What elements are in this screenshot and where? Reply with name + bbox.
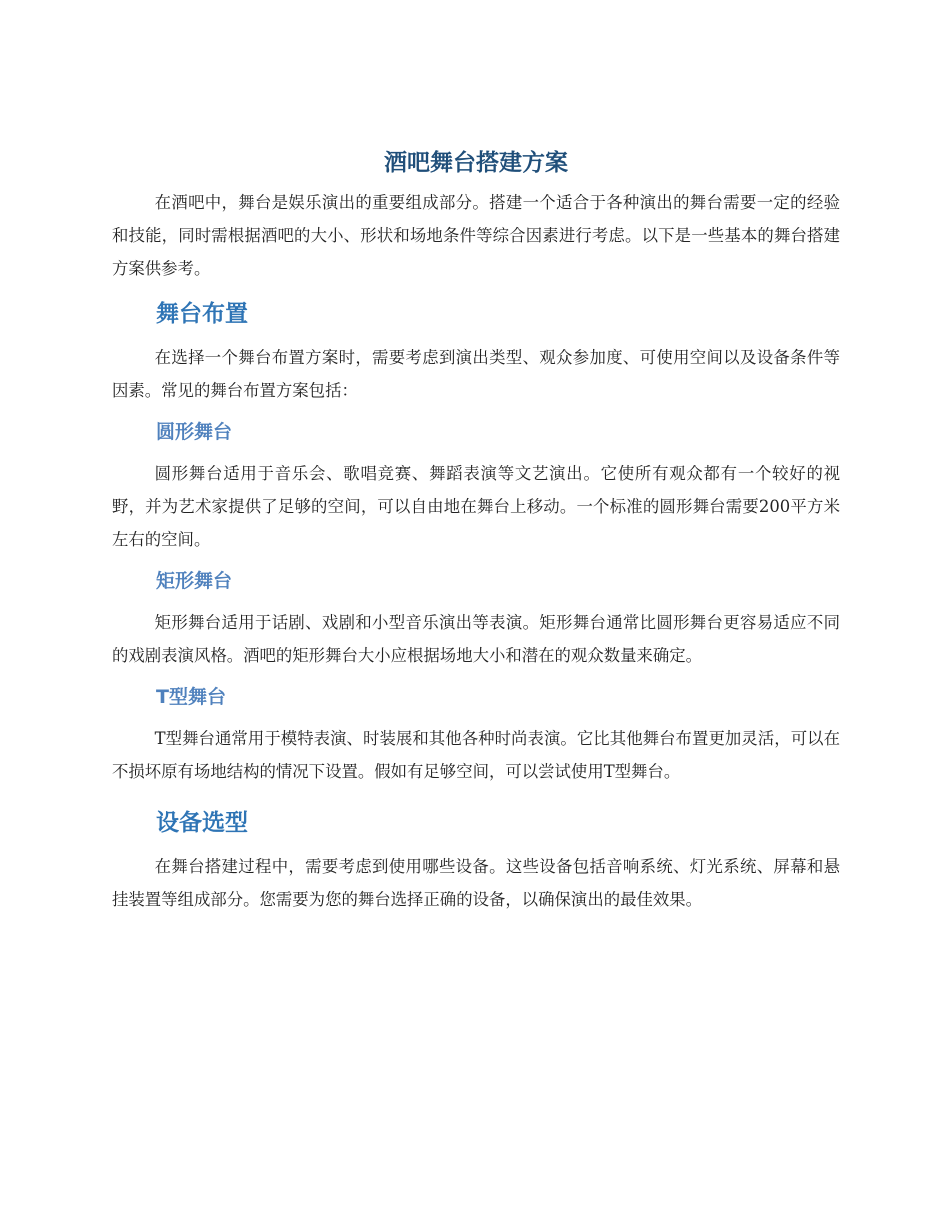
section-heading-stage-layout: 舞台布置 — [156, 301, 248, 327]
subsection-heading-t-stage: T型舞台 — [156, 686, 226, 708]
subsection-heading-round-stage: 圆形舞台 — [156, 421, 233, 443]
document-title: 酒吧舞台搭建方案 — [384, 150, 568, 176]
intro-paragraph: 在酒吧中，舞台是娱乐演出的重要组成部分。搭建一个适合于各种演出的舞台需要一定的经验和技能，同时需根据酒吧的大小、形状和场地条件等综合因素进行考虑。以下是一些基本的舞台搭建方案供参考。 — [112, 193, 840, 278]
document-page — [112, 148, 840, 916]
section-heading-equipment: 设备选型 — [156, 810, 248, 836]
subsection-paragraph-round-stage: 圆形舞台适用于音乐会、歌唱竞赛、舞蹈表演等文艺演出。它使所有观众都有一个较好的视野，并为艺术家提供了足够的空间，可以自由地在舞台上移动。一个标准的圆形舞台需要200平方米左右的空间。 — [112, 464, 840, 549]
subsection-paragraph-t-stage: T型舞台通常用于模特表演、时装展和其他各种时尚表演。它比其他舞台布置更加灵活，可以在不损坏原有场地结构的情况下设置。假如有足够空间，可以尝试使用T型舞台。 — [112, 729, 840, 781]
section-paragraph-stage-layout: 在选择一个舞台布置方案时，需要考虑到演出类型、观众参加度、可使用空间以及设备条件等因素。常见的舞台布置方案包括： — [112, 348, 840, 400]
subsection-heading-rectangular-stage: 矩形舞台 — [156, 570, 233, 592]
subsection-paragraph-rectangular-stage: 矩形舞台适用于话剧、戏剧和小型音乐演出等表演。矩形舞台通常比圆形舞台更容易适应不同的戏剧表演风格。酒吧的矩形舞台大小应根据场地大小和潜在的观众数量来确定。 — [112, 613, 840, 665]
section-paragraph-equipment: 在舞台搭建过程中，需要考虑到使用哪些设备。这些设备包括音响系统、灯光系统、屏幕和悬挂装置等组成部分。您需要为您的舞台选择正确的设备，以确保演出的最佳效果。 — [112, 857, 840, 909]
